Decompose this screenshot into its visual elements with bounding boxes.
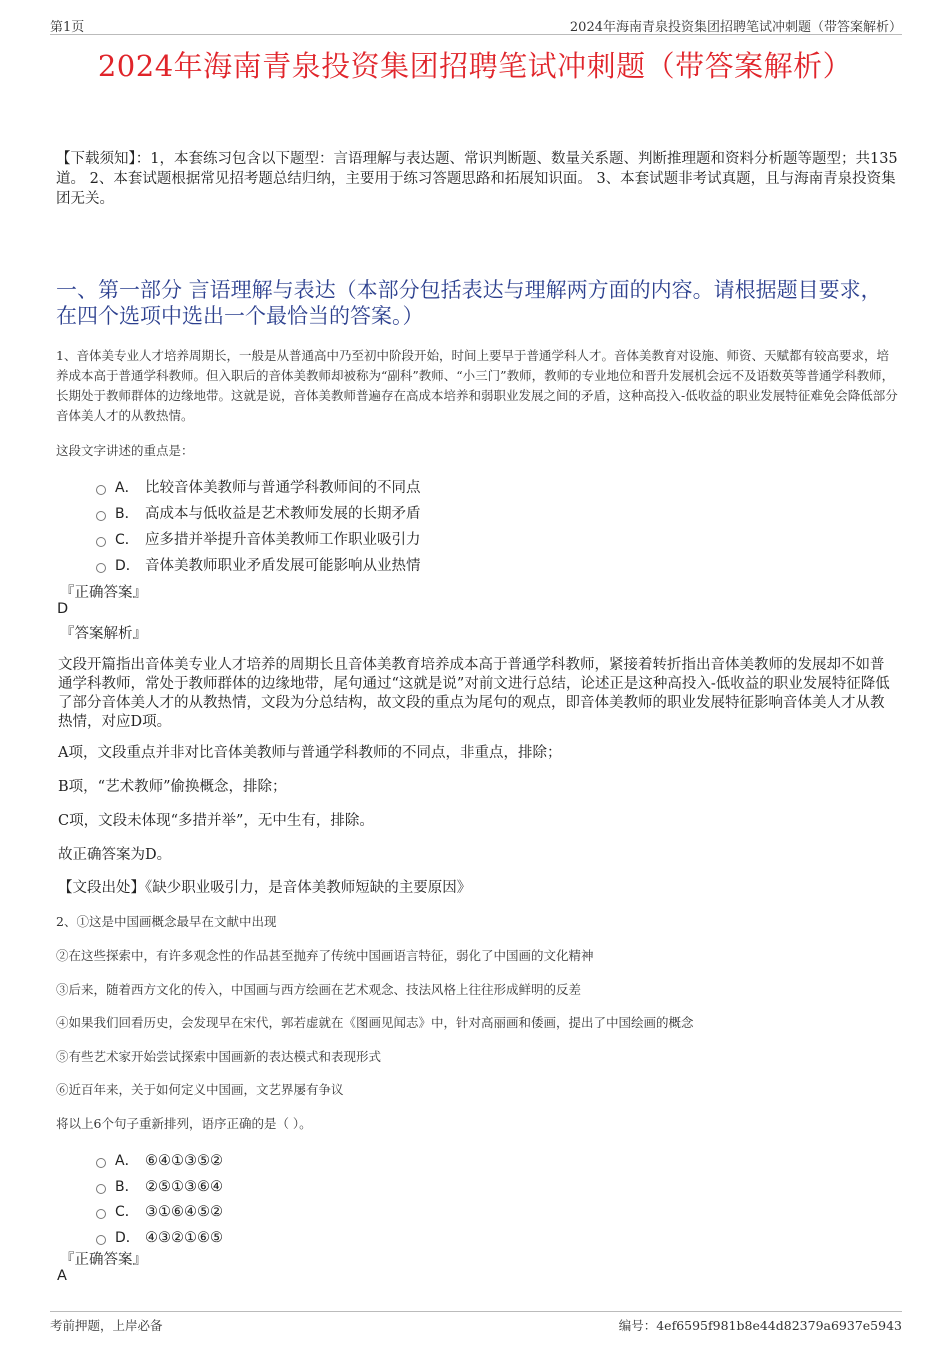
option-key: A． — [115, 480, 139, 496]
option-key: D． — [115, 1230, 140, 1246]
document-title: 2024年海南青泉投资集团招聘笔试冲刺题（带答案解析） — [97, 49, 853, 83]
radio-icon[interactable] — [96, 537, 106, 547]
option-text: 音体美教师职业矛盾发展可能影响从业热情 — [145, 558, 421, 574]
q2-option-a[interactable] — [96, 1150, 223, 1170]
q1-answer: D — [57, 601, 69, 617]
q1-source: 【文段出处】《缺少职业吸引力，是音体美教师短缺的主要原因》 — [58, 880, 472, 896]
q1-note-c: C项，文段未体现“多措并举”，无中生有，排除。 — [58, 813, 374, 829]
page-footer — [50, 1311, 902, 1334]
q1-note-a: A项，文段重点并非对比音体美教师与普通学科教师的不同点，非重点，排除； — [58, 745, 562, 761]
q1-note-b: B项，“艺术教师”偷换概念，排除； — [58, 779, 287, 795]
q1-option-c[interactable] — [96, 528, 421, 549]
option-text: ⑥④①③⑤② — [145, 1153, 223, 1169]
q2-option-c[interactable] — [96, 1201, 223, 1221]
q2-line-4: ④如果我们回看历史，会发现早在宋代，郭若虚就在《图画见闻志》中，针对高丽画和倭画，提出了中国绘画的概念 — [56, 1015, 694, 1030]
radio-icon[interactable] — [96, 563, 106, 573]
footer-serial: 编号：4ef6595f981b8e44d82379a6937e5943 — [618, 1318, 902, 1333]
q1-option-b[interactable] — [96, 502, 421, 523]
option-text: 比较音体美教师与普通学科教师间的不同点 — [145, 480, 421, 496]
option-text: 应多措并举提升音体美教师工作职业吸引力 — [145, 532, 421, 548]
option-text: 高成本与低收益是艺术教师发展的长期矛盾 — [145, 506, 421, 522]
section-heading: 一、第一部分 言语理解与表达（本部分包括表达与理解两方面的内容。请根据题目要求，在四个选项中选出一个最恰当的答案。） — [56, 278, 882, 328]
option-key: B． — [115, 1179, 139, 1195]
q1-answer-label: 『正确答案』 — [60, 585, 147, 601]
q1-analysis: 文段开篇指出音体美专业人才培养的周期长且音体美教育培养成本高于普通学科教师，紧接着转折指出音体美教师的发展却不如普通学科教师，常处于教师群体的边缘地带，尾句通过“这就是说”对前文进行总结，论述正是这种高投入-低收益的职业发展特征降低了部分音体美人才的从教热情，文段为分总结构，故文段的重点为尾句的观点，即音体美教师的职业发展特征影响音体美人才从教热情，对应D项。 — [58, 657, 890, 730]
q1-analysis-label: 『答案解析』 — [60, 626, 147, 642]
page-header — [50, 14, 902, 35]
option-key: D． — [115, 558, 140, 574]
q2-line-5: ⑤有些艺术家开始尝试探索中国画新的表达模式和表现形式 — [56, 1049, 382, 1064]
footer-slogan: 考前押题，上岸必备 — [50, 1318, 163, 1333]
radio-icon[interactable] — [96, 485, 106, 495]
q2-line-3: ③后来，随着西方文化的传入，中国画与西方绘画在艺术观念、技法风格上往往形成鲜明的反差 — [56, 982, 582, 997]
option-text: ③①⑥④⑤② — [145, 1204, 223, 1220]
option-text: ②⑤①③⑥④ — [145, 1179, 223, 1195]
header-doc-title: 2024年海南青泉投资集团招聘笔试冲刺题（带答案解析） — [569, 20, 902, 35]
option-key: C． — [115, 1204, 139, 1220]
radio-icon[interactable] — [96, 511, 106, 521]
radio-icon[interactable] — [96, 1158, 106, 1168]
option-key: B． — [115, 506, 139, 522]
q2-line-1: 2、①这是中国画概念最早在文献中出现 — [56, 914, 277, 929]
q2-option-d[interactable] — [96, 1227, 223, 1247]
radio-icon[interactable] — [96, 1184, 106, 1194]
q1-option-d[interactable] — [96, 554, 421, 575]
option-key: C． — [115, 532, 139, 548]
q1-option-a[interactable] — [96, 476, 421, 497]
option-key: A． — [115, 1153, 139, 1169]
q2-question: 将以上6个句子重新排列，语序正确的是（ ）。 — [56, 1116, 312, 1131]
q2-answer-label: 『正确答案』 — [60, 1252, 147, 1268]
q1-passage: 1、音体美专业人才培养周期长，一般是从普通高中乃至初中阶段开始，时间上要早于普通学科人才。音体美教育对设施、师资、天赋都有较高要求，培养成本高于普通学科教师。但入职后的音体美教师却被称为“副科”教师、“小三门”教师，教师的专业地位和晋升发展机会远不及语数英等普通学科教师，长期处于教师群体的边缘地带。这就是说，音体美教师普遍存在高成本培养和弱职业发展之间的矛盾，这种高投入-低收益的职业发展特征难免会降低部分音体美人才的从教热情。 — [56, 348, 898, 423]
q1-conclusion: 故正确答案为D。 — [58, 847, 172, 863]
q1-question: 这段文字讲述的重点是： — [56, 443, 194, 458]
q2-option-b[interactable] — [96, 1176, 223, 1196]
radio-icon[interactable] — [96, 1235, 106, 1245]
download-notice: 【下载须知】：1，本套练习包含以下题型：言语理解与表达题、常识判断题、数量关系题、判断推理题和资料分析题等题型；共135道。 2、本套试题根据常见招考题总结归纳，主要用于练习答题思路和拓展知识面。 3、本套试题非考试真题，且与海南青泉投资集团无关。 — [56, 151, 898, 207]
q2-answer: A — [57, 1268, 67, 1284]
q2-line-6: ⑥近百年来，关于如何定义中国画，文艺界屡有争议 — [56, 1082, 344, 1097]
radio-icon[interactable] — [96, 1209, 106, 1219]
option-text: ④③②①⑥⑤ — [145, 1230, 223, 1246]
q2-line-2: ②在这些探索中，有许多观念性的作品甚至抛弃了传统中国画语言特征，弱化了中国画的文化精神 — [56, 948, 594, 963]
page-number: 第1页 — [50, 20, 85, 35]
